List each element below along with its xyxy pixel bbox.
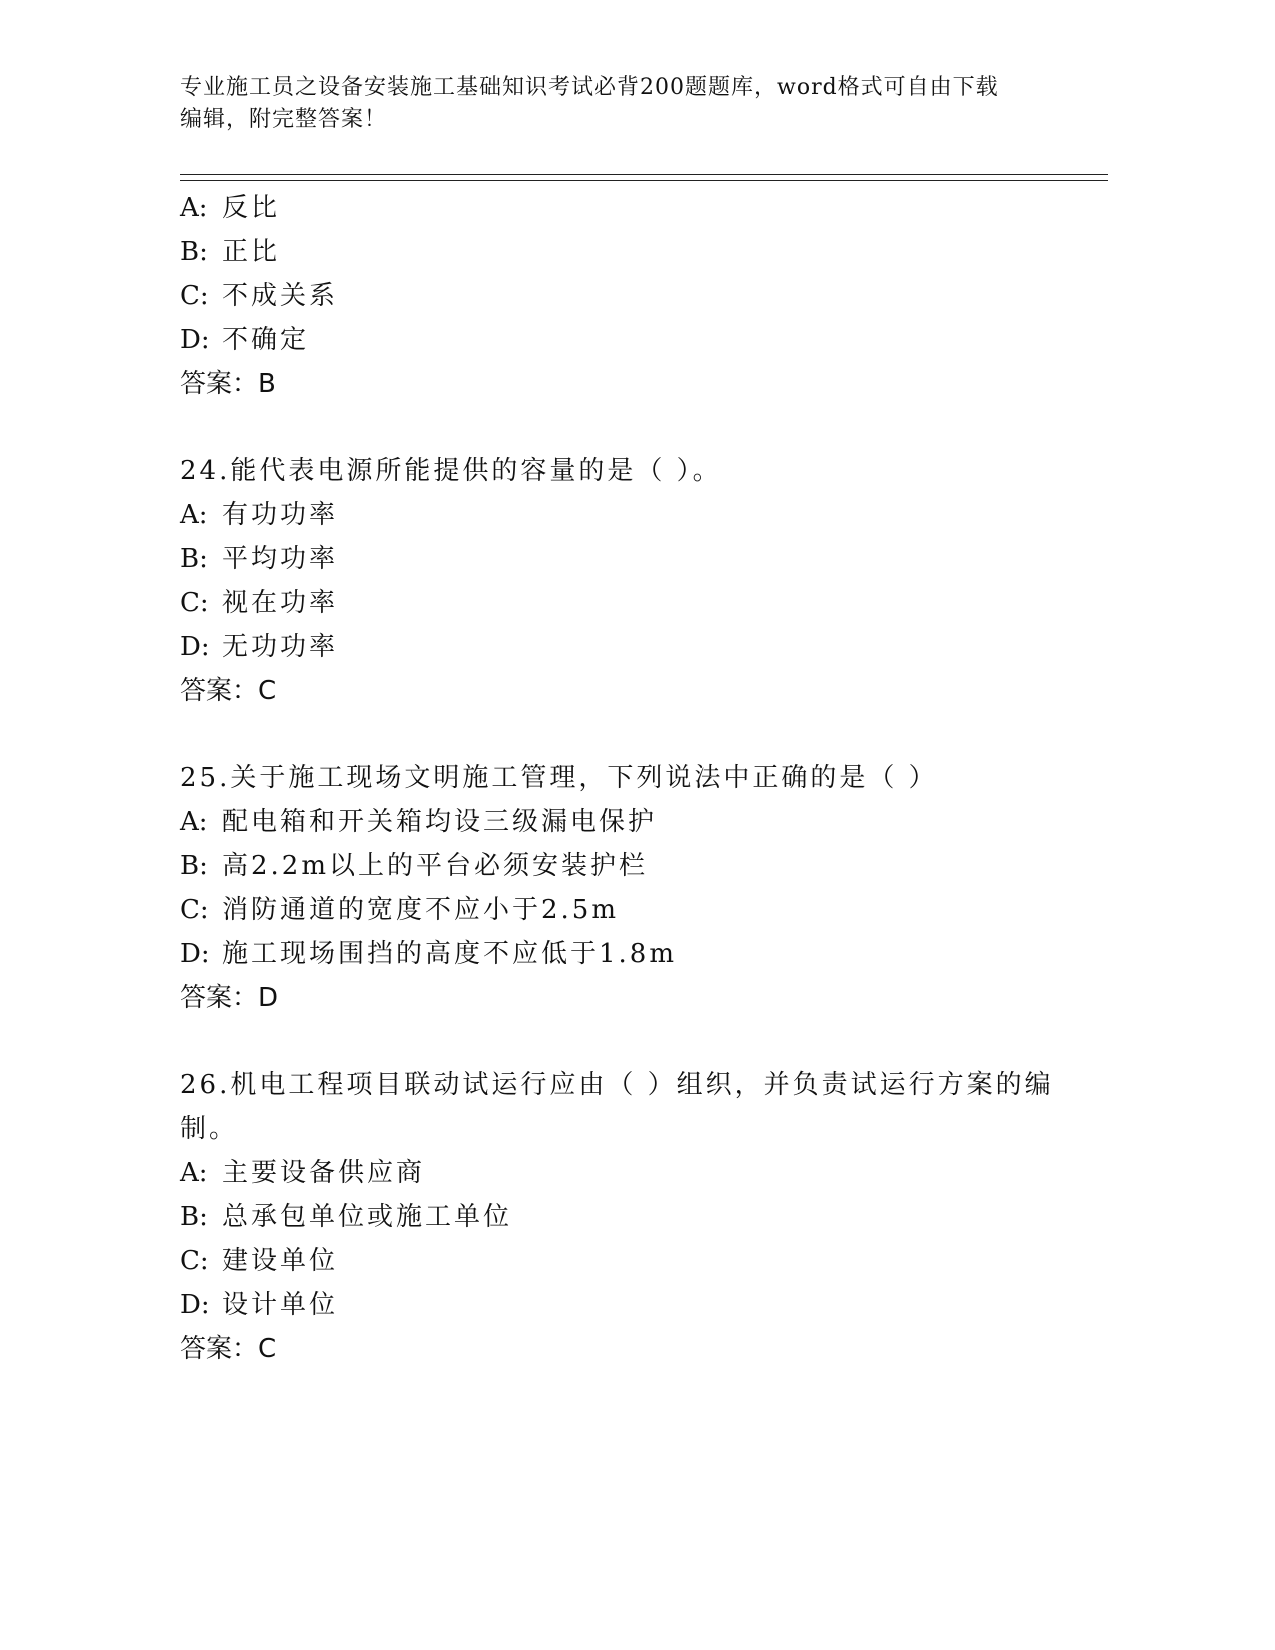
header-line-1: 专业施工员之设备安装施工基础知识考试必背200题题库，word格式可自由下载 <box>180 75 999 100</box>
option-key: D: <box>180 1290 210 1320</box>
option-text: 配电箱和开关箱均设三级漏电保护 <box>222 807 658 837</box>
option-text: 施工现场围挡的高度不应低于1.8m <box>222 939 678 969</box>
option-d <box>180 625 1060 669</box>
document-header <box>180 72 1060 136</box>
option-text: 不确定 <box>222 325 310 355</box>
option-key: C: <box>180 895 209 925</box>
option-c <box>180 1239 1060 1283</box>
option-key: D: <box>180 325 210 355</box>
option-key: C: <box>180 588 209 618</box>
option-b <box>180 537 1060 581</box>
option-a <box>180 186 1060 230</box>
option-key: B: <box>180 544 208 574</box>
option-text: 主要设备供应商 <box>222 1158 426 1188</box>
option-text: 视在功率 <box>222 588 339 618</box>
answer-line: 答案：C <box>180 1334 277 1364</box>
option-c <box>180 581 1060 625</box>
option-key: D: <box>180 632 210 662</box>
answer-line: 答案：B <box>180 369 276 399</box>
option-b <box>180 844 1060 888</box>
option-key: B: <box>180 851 208 881</box>
option-text: 设计单位 <box>222 1290 339 1320</box>
option-text: 正比 <box>222 237 281 267</box>
answer-line: 答案：D <box>180 983 279 1013</box>
question-26 <box>180 1063 1060 1371</box>
option-text: 无功功率 <box>222 632 339 662</box>
option-a <box>180 1151 1060 1195</box>
question-stem-line-2: 制。 <box>180 1114 239 1144</box>
question-24 <box>180 449 1060 713</box>
option-text: 反比 <box>222 193 281 223</box>
option-key: D: <box>180 939 210 969</box>
option-key: C: <box>180 1246 209 1276</box>
header-line-2: 编辑，附完整答案！ <box>180 107 388 132</box>
option-a <box>180 800 1060 844</box>
option-a <box>180 493 1060 537</box>
header-rule-bottom <box>180 180 1108 181</box>
option-key: C: <box>180 281 209 311</box>
option-text: 总承包单位或施工单位 <box>222 1202 513 1232</box>
option-text: 建设单位 <box>222 1246 339 1276</box>
option-key: A: <box>180 1158 208 1188</box>
option-key: B: <box>180 1202 208 1232</box>
option-d <box>180 318 1060 362</box>
question-25 <box>180 756 1060 1020</box>
question-list <box>180 186 1060 1371</box>
option-key: A: <box>180 807 208 837</box>
option-c <box>180 888 1060 932</box>
option-key: A: <box>180 500 208 530</box>
option-text: 平均功率 <box>222 544 339 574</box>
question-23 <box>180 186 1060 406</box>
option-text: 有功功率 <box>222 500 339 530</box>
option-d <box>180 1283 1060 1327</box>
option-key: B: <box>180 237 208 267</box>
option-text: 不成关系 <box>222 281 339 311</box>
header-rule-top <box>180 174 1108 175</box>
answer-line: 答案：C <box>180 676 277 706</box>
question-stem: 25.关于施工现场文明施工管理，下列说法中正确的是（ ） <box>180 763 938 793</box>
option-d <box>180 932 1060 976</box>
question-stem-line-1: 26.机电工程项目联动试运行应由（ ）组织，并负责试运行方案的编 <box>180 1070 1054 1100</box>
option-c <box>180 274 1060 318</box>
question-stem: 24.能代表电源所能提供的容量的是（ ）。 <box>180 456 722 486</box>
option-b <box>180 230 1060 274</box>
option-text: 高2.2m以上的平台必须安装护栏 <box>222 851 649 881</box>
option-key: A: <box>180 193 208 223</box>
option-b <box>180 1195 1060 1239</box>
option-text: 消防通道的宽度不应小于2.5m <box>222 895 620 925</box>
